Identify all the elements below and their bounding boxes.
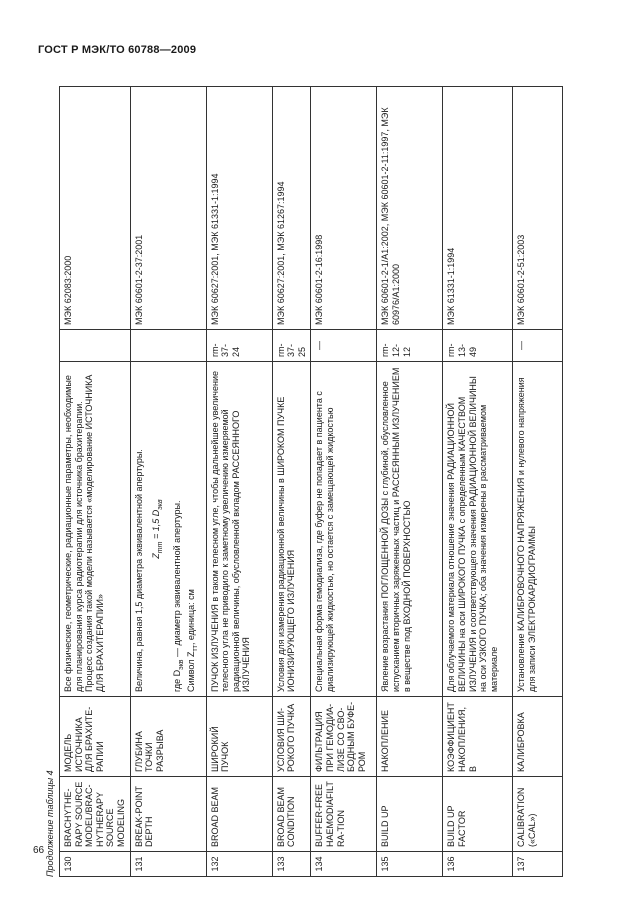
table-row [311, 87, 377, 877]
note-subscript: тт [192, 645, 200, 652]
russian-term: ГЛУБИНА ТОЧКИ РАЗРЫВА [130, 697, 206, 777]
term-code: rm-12-12 [377, 330, 443, 362]
terms-table [59, 86, 563, 877]
row-number: 137 [513, 852, 563, 877]
term-code: — [513, 330, 563, 362]
term-code [130, 330, 206, 362]
formula-symbol: Z [151, 553, 162, 559]
russian-term: МОДЕЛЬ ИСТОЧНИКА ДЛЯ БРАХИТЕ-РАПИИ [60, 697, 131, 777]
definition: Явление возрастания ПОГЛОЩЕННОЙ ДОЗЫ с глубиной, обусловленное испусканием вторичных заряженных частиц и РАССЕЯННЫМ ИЗЛУЧЕНИЕМ в веществе под ВХОДНОЙ ПОВЕРХНОСТЬЮ [377, 362, 443, 697]
row-number: 133 [272, 852, 311, 877]
page-header: ГОСТ Р МЭК/ТО 60788—2009 [38, 44, 197, 56]
note-text: Символ Z [186, 651, 197, 692]
definition: Условия для измерения радиационной величины в ШИРОКОМ ПУЧКЕ ИОНИЗИРУЮЩЕГО ИЗЛУЧЕНИЯ [272, 362, 311, 697]
note-text: , единица: см [186, 589, 197, 646]
source-reference: МЭК 60627:2001, МЭК 61331-1:1994 [206, 87, 272, 330]
rotated-table-block [44, 87, 604, 877]
source-reference: МЭК 60601-2-16:1998 [311, 87, 377, 330]
russian-term: КАЛИБРОВКА [513, 697, 563, 777]
table-row [513, 87, 563, 877]
table-row [206, 87, 272, 877]
term-code: rm-37-24 [206, 330, 272, 362]
table-row [272, 87, 311, 877]
row-number: 131 [130, 852, 206, 877]
table-row [60, 87, 131, 877]
english-term: BUFFER-FREE HAEMODIAFILTRA-TION [311, 777, 377, 852]
table-row [130, 87, 206, 877]
english-term: BROAD BEAM [206, 777, 272, 852]
english-term: CALIBRATION («CAL») [513, 777, 563, 852]
english-term: BREAK-POINT DEPTH [130, 777, 206, 852]
table-caption: Продолжение таблицы 4 [45, 770, 55, 877]
russian-term: ШИРОКИЙ ПУЧОК [206, 697, 272, 777]
table-row [377, 87, 443, 877]
term-code: — [311, 330, 377, 362]
english-term: BRACHYTHE-RAPY SOURCE MODEL/BRAC-HYTHERAPY SOURCE MODELING [60, 777, 131, 852]
definition: Специальная форма гемодиализа, где буфер не попадает в пациента с диализирующей жидкостью, но остается с замещающей жидкостью [311, 362, 377, 697]
source-reference: МЭК 60601-2-37:2001 [130, 87, 206, 330]
english-term: BUILD UP FACTOR [443, 777, 513, 852]
row-number: 136 [443, 852, 513, 877]
formula-note [186, 366, 200, 692]
row-number: 132 [206, 852, 272, 877]
definition: ПУЧОК ИЗЛУЧЕНИЯ в таком телесном угле, чтобы дальнейшее увеличение телесного угла не приводило к заметному увеличению измеряемой радиационной величины, обусловленной вкладом РАССЕЯННОГО ИЗЛУЧЕНИЯ [206, 362, 272, 697]
source-reference: МЭК 60601-2-51:2003 [513, 87, 563, 330]
russian-term: НАКОПЛЕНИЕ [377, 697, 443, 777]
row-number: 134 [311, 852, 377, 877]
note-text: — диаметр эквивалентной апертуры. [172, 500, 183, 660]
note-subscript: экв [178, 659, 186, 670]
definition-cell [130, 362, 206, 697]
table-row [443, 87, 513, 877]
formula-subscript: тт [157, 541, 165, 554]
row-number: 135 [377, 852, 443, 877]
page-number: 66 [33, 845, 45, 856]
definition: Установление КАЛИБРОВОЧНОГО НАПРЯЖЕНИЯ и нулевого напряжения для записи ЭЛЕКТРОКАРДИОГРАММЫ [513, 362, 563, 697]
term-code [60, 330, 131, 362]
note-text: где D [172, 669, 183, 692]
formula-subscript: экв [157, 499, 165, 510]
term-code: rm-13-49 [443, 330, 513, 362]
source-reference: МЭК 62083:2000 [60, 87, 131, 330]
definition: Величина, равная 1,5 диаметра эквивалентной апертуры. [133, 449, 144, 692]
source-reference: МЭК 60627:2001, МЭК 61267:1994 [272, 87, 311, 330]
term-code: rm-37-25 [272, 330, 311, 362]
english-term: BUILD UP [377, 777, 443, 852]
row-number: 130 [60, 852, 131, 877]
english-term: BROAD BEAM CONDITION [272, 777, 311, 852]
source-reference: МЭК 60601-2-1/A1:2002, МЭК 60601-2-11:1997, МЭК 60976/A1:2000 [377, 87, 443, 330]
definition: Все физические, геометрические, радиационные параметры, необходимые для планирования курса радиотерапии для источника брахитерапии. Процесс создания такой модели называется «моделирование ИСТОЧНИКА ДЛЯ БРАХИТЕРАПИИ» [60, 362, 131, 697]
definition: Для облучаемого материала отношение значения РАДИАЦИОННОЙ ВЕЛИЧИНЫ на оси ШИРОКОГО ПУЧКА с определенным КАЧЕСТВОМ ИЗЛУЧЕНИЯ и соответствующего значения РАДИАЦИОННОЙ ВЕЛИЧИНЫ на оси УЗКОГО ПУЧКА; оба значения измерены в рассматриваемом материале [443, 362, 513, 697]
formula [151, 366, 165, 692]
russian-term: КОЭФФИЦИЕНТ НАКОПЛЕНИЯ, В [443, 697, 513, 777]
russian-term: ФИЛЬТРАЦИЯ ПРИ ГЕМОДИА-ЛИЗЕ СО СВО-БОДНЫМ БУФЕ-РОМ [311, 697, 377, 777]
formula-rhs: = 1,5 D [151, 509, 162, 542]
formula-note [172, 366, 186, 692]
russian-term: УСЛОВИЯ ШИ-РОКОГО ПУЧКА [272, 697, 311, 777]
source-reference: МЭК 61331-1:1994 [443, 87, 513, 330]
